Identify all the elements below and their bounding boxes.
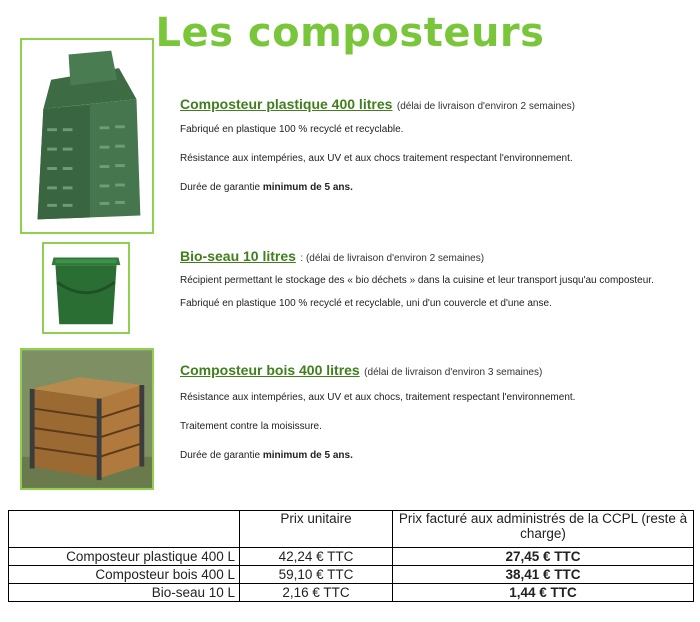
unit-price-cell: 59,10 € TTC	[240, 566, 393, 584]
table-header-cell: Prix unitaire	[240, 511, 393, 548]
product-description: Résistance aux intempéries, aux UV et aux chocs, traitement respectant l'environnement.	[180, 392, 576, 403]
bio-bucket-image	[42, 242, 130, 334]
product-name: Composteur plastique 400 litres	[180, 96, 393, 112]
warranty-label: Durée de garantie	[180, 450, 261, 461]
unit-price-cell: 42,24 € TTC	[240, 548, 393, 566]
wood-composter-illustration	[22, 350, 152, 488]
product-description: Récipient permettant le stockage des « bio déchets » dans la cuisine et leur transport jusqu'au composteur.	[180, 275, 654, 286]
product-description: Fabriqué en plastique 100 % recyclé et recyclable.	[180, 124, 404, 135]
resident-price-cell: 1,44 € TTC	[393, 584, 694, 602]
plastic-composter-illustration	[22, 40, 152, 232]
table-header-cell: Prix facturé aux administrés de la CCPL (reste à charge)	[393, 511, 694, 548]
product-description: Traitement contre la moisissure.	[180, 421, 322, 432]
table-row	[9, 548, 694, 566]
delivery-delay: : (délai de livraison d'environ 2 semaines)	[300, 253, 485, 264]
table-row	[9, 584, 694, 602]
plastic-composter-image	[20, 38, 154, 234]
delivery-delay: (délai de livraison d'environ 3 semaines)	[364, 367, 543, 378]
product-name: Composteur bois 400 litres	[180, 362, 360, 378]
product-cell: Bio-seau 10 L	[9, 584, 240, 602]
warranty-label: Durée de garantie	[180, 182, 261, 193]
product-description: Résistance aux intempéries, aux UV et aux chocs traitement respectant l'environnement.	[180, 153, 573, 164]
warranty-value: minimum de 5 ans.	[262, 182, 353, 193]
product-wood-composter	[180, 362, 690, 462]
price-table	[8, 510, 694, 602]
product-warranty	[180, 182, 690, 194]
table-header-cell	[9, 511, 240, 548]
page-title: Les composteurs	[155, 10, 545, 56]
product-plastic-composter	[180, 96, 690, 194]
resident-price-cell: 38,41 € TTC	[393, 566, 694, 584]
product-bio-bucket	[180, 248, 690, 310]
product-warranty	[180, 450, 690, 462]
table-row	[9, 566, 694, 584]
delivery-delay: (délai de livraison d'environ 2 semaines)	[396, 101, 575, 112]
resident-price-cell: 27,45 € TTC	[393, 548, 694, 566]
product-description: Fabriqué en plastique 100 % recyclé et recyclable, uni d'un couvercle et d'une anse.	[180, 298, 552, 309]
product-name: Bio-seau 10 litres	[180, 248, 296, 264]
table-header-row	[9, 511, 694, 548]
product-cell: Composteur plastique 400 L	[9, 548, 240, 566]
bio-bucket-illustration	[44, 244, 128, 332]
wood-composter-image	[20, 348, 154, 490]
warranty-value: minimum de 5 ans.	[262, 450, 353, 461]
product-cell: Composteur bois 400 L	[9, 566, 240, 584]
unit-price-cell: 2,16 € TTC	[240, 584, 393, 602]
